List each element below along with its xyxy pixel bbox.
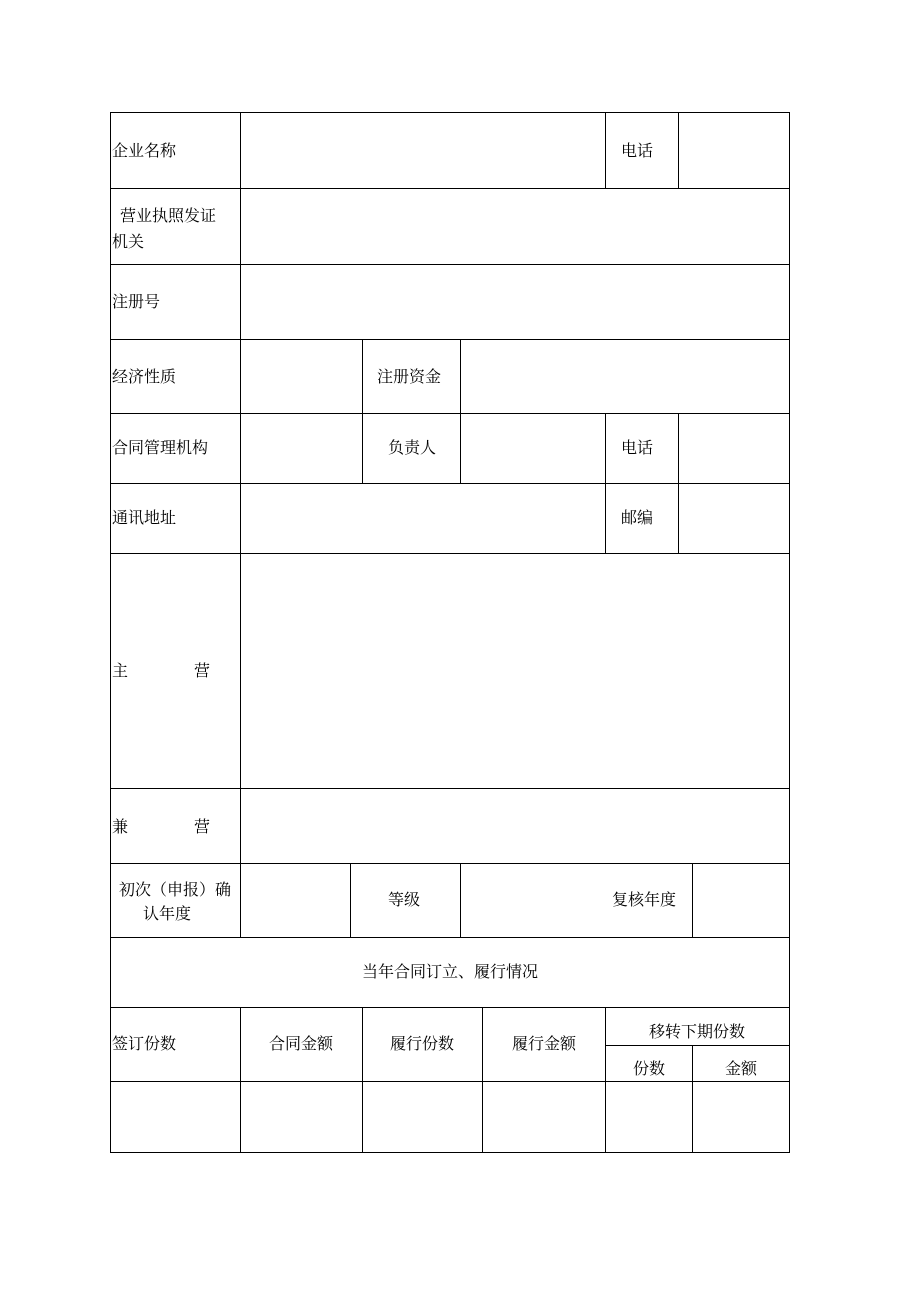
person-in-charge-label: 负责人 bbox=[388, 438, 437, 457]
subheader-divider bbox=[605, 1045, 789, 1046]
company-name-field[interactable] bbox=[241, 113, 605, 188]
address-field[interactable] bbox=[241, 484, 605, 553]
main-business-field[interactable] bbox=[241, 554, 789, 788]
fulfilled-amount-header: 履行金额 bbox=[511, 1034, 577, 1053]
contract-mgmt-org-field[interactable] bbox=[241, 414, 362, 483]
registered-capital-label: 注册资金 bbox=[377, 367, 442, 386]
company-name-label: 企业名称 bbox=[112, 141, 177, 160]
carry-over-count-header: 份数 bbox=[632, 1059, 666, 1078]
review-year-field[interactable] bbox=[693, 864, 789, 937]
contract-amount-field[interactable] bbox=[241, 1082, 362, 1153]
postcode-field[interactable] bbox=[679, 484, 789, 553]
carry-over-header: 移转下期份数 bbox=[648, 1022, 746, 1041]
review-year-label: 复核年度 bbox=[612, 890, 677, 909]
column-divider bbox=[605, 413, 606, 553]
license-authority-field[interactable] bbox=[241, 189, 789, 264]
column-divider bbox=[350, 863, 351, 937]
person-in-charge-field[interactable] bbox=[461, 414, 605, 483]
column-divider bbox=[362, 339, 363, 483]
side-business-label-a: 兼 bbox=[112, 817, 129, 836]
postcode-label: 邮编 bbox=[621, 508, 654, 527]
fulfilled-count-field[interactable] bbox=[363, 1082, 482, 1153]
carry-over-amount-header: 金额 bbox=[724, 1059, 758, 1078]
carry-over-count-field[interactable] bbox=[606, 1082, 692, 1153]
registered-capital-field[interactable] bbox=[461, 340, 789, 413]
registration-no-label: 注册号 bbox=[112, 292, 161, 311]
license-authority-label-line2: 机关 bbox=[112, 232, 145, 251]
grade-label: 等级 bbox=[388, 890, 421, 909]
license-authority-label-line1: 营业执照发证 bbox=[120, 206, 217, 225]
column-divider bbox=[605, 113, 606, 188]
main-business-label-b: 营 bbox=[194, 661, 211, 680]
signed-count-header: 签订份数 bbox=[112, 1034, 177, 1053]
side-business-field[interactable] bbox=[241, 789, 789, 863]
first-confirm-year-field[interactable] bbox=[241, 864, 350, 937]
side-business-label-b: 营 bbox=[194, 817, 211, 836]
address-label: 通讯地址 bbox=[112, 508, 177, 527]
mgmt-phone-field[interactable] bbox=[679, 414, 789, 483]
company-phone-label: 电话 bbox=[621, 141, 654, 160]
company-phone-field[interactable] bbox=[679, 113, 789, 188]
contract-amount-header: 合同金额 bbox=[268, 1034, 334, 1053]
section-title: 当年合同订立、履行情况 bbox=[361, 962, 539, 981]
first-confirm-year-label-line2: 认年度 bbox=[143, 904, 192, 923]
row-divider bbox=[111, 1007, 789, 1008]
carry-over-amount-field[interactable] bbox=[693, 1082, 789, 1153]
economic-nature-label: 经济性质 bbox=[112, 367, 177, 386]
registration-no-field[interactable] bbox=[241, 265, 789, 339]
fulfilled-amount-field[interactable] bbox=[483, 1082, 605, 1153]
main-business-label-a: 主 bbox=[112, 661, 129, 680]
first-confirm-year-label-line1: 初次（申报）确 bbox=[119, 880, 232, 899]
signed-count-field[interactable] bbox=[111, 1082, 240, 1153]
enterprise-registration-form bbox=[110, 112, 790, 1153]
contract-mgmt-org-label: 合同管理机构 bbox=[112, 438, 209, 457]
mgmt-phone-label: 电话 bbox=[621, 438, 654, 457]
economic-nature-field[interactable] bbox=[241, 340, 362, 413]
fulfilled-count-header: 履行份数 bbox=[389, 1034, 455, 1053]
row-divider bbox=[111, 937, 789, 938]
